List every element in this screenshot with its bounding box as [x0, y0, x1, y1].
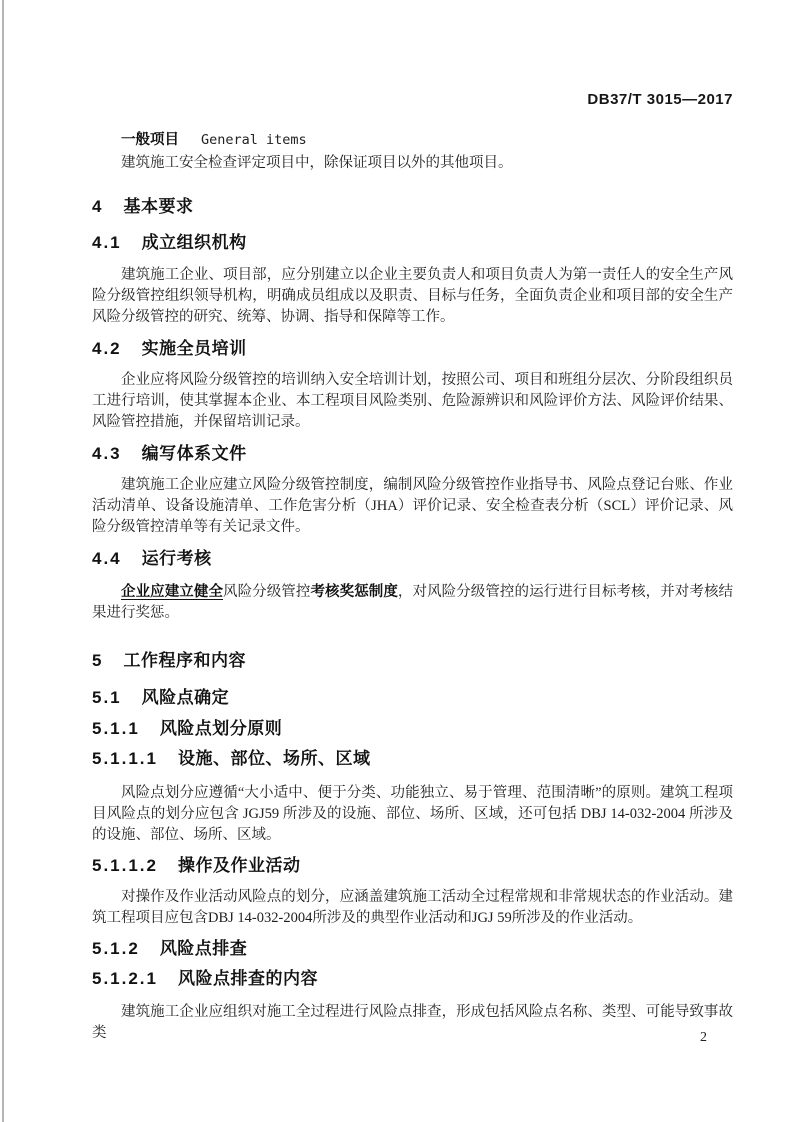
- heading-4-4-title: 运行考核: [141, 549, 212, 568]
- heading-5-1-1-title: 风险点划分原则: [159, 719, 283, 738]
- heading-4-4-number: 4.4: [92, 549, 122, 568]
- term-entry: [92, 130, 733, 151]
- heading-4-number: 4: [92, 197, 104, 216]
- heading-4-2-number: 4.2: [92, 339, 122, 358]
- heading-5-title: 工作程序和内容: [123, 651, 246, 670]
- paragraph-4-4-rest: ，对风险分级管控的运行进行目标考核，并对考核结果进行奖惩。: [92, 584, 734, 621]
- heading-5-1-1-number: 5.1.1: [92, 719, 140, 738]
- doc-number: DB37/T 3015—2017: [587, 91, 733, 108]
- paragraph-4-1: 建筑施工企业、项目部，应分别建立以企业主要负责人和项目负责人为第一责任人的安全生产风险分级管控组织领导机构，明确成员组成以及职责、目标与任务，全面负责企业和项目部的安全生产风险分级管控的研究、统筹、协调、指导和保障等工作。: [92, 267, 733, 325]
- heading-4-1-number: 4.1: [92, 233, 122, 252]
- heading-4-2-title: 实施全员培训: [141, 339, 247, 358]
- heading-5-1-title: 风险点确定: [141, 688, 230, 707]
- heading-5-1-1-1: [92, 748, 733, 770]
- paragraph-5-1-2-1: 建筑施工企业应组织对施工全过程进行风险点排查，形成包括风险点名称、类型、可能导致事故类: [92, 1004, 733, 1041]
- paragraph-4-4: [92, 582, 733, 624]
- heading-5: [92, 650, 733, 672]
- scan-edge-line: [2, 0, 4, 1122]
- term-definition: 建筑施工安全检查评定项目中，除保证项目以外的其他项目。: [121, 155, 513, 171]
- page-number: 2: [700, 1030, 707, 1045]
- heading-5-number: 5: [92, 651, 104, 670]
- paragraph-4-4-bold: 考核奖惩制度: [310, 584, 398, 600]
- heading-4-1: [92, 232, 733, 254]
- heading-5-1-1-1-title: 设施、部位、场所、区域: [178, 749, 371, 768]
- page-content: [92, 128, 733, 1044]
- heading-5-1: [92, 687, 733, 709]
- heading-5-1-2-1-number: 5.1.2.1: [92, 969, 158, 988]
- heading-4-3-number: 4.3: [92, 444, 122, 463]
- heading-4-3-title: 编写体系文件: [141, 444, 247, 463]
- heading-4-2: [92, 338, 733, 360]
- term-zh-label: 一般项目: [121, 132, 179, 148]
- heading-5-1-1-2-title: 操作及作业活动: [178, 856, 301, 875]
- heading-4-3: [92, 443, 733, 465]
- term-en-label: General items: [201, 132, 307, 148]
- paragraph-4-4-normal: 风险分级管控: [223, 584, 311, 600]
- heading-5-1-number: 5.1: [92, 688, 122, 707]
- heading-5-1-1-2-number: 5.1.1.2: [92, 856, 158, 875]
- heading-5-1-2: [92, 938, 733, 960]
- heading-5-1-2-number: 5.1.2: [92, 939, 140, 958]
- heading-5-1-1-2: [92, 855, 733, 877]
- paragraph-5-1-1-2: 对操作及作业活动风险点的划分，应涵盖建筑施工活动全过程常规和非常规状态的作业活动。建筑工程项目应包含DBJ 14-032-2004所涉及的典型作业活动和JGJ 59所涉及的作业活动。: [92, 889, 733, 926]
- paragraph-4-4-underlined: 企业应建立健全: [121, 584, 224, 600]
- heading-5-1-1-1-number: 5.1.1.1: [92, 749, 158, 768]
- heading-5-1-2-title: 风险点排查: [159, 939, 248, 958]
- paragraph-4-2: 企业应将风险分级管控的培训纳入安全培训计划，按照公司、项目和班组分层次、分阶段组织员工进行培训，使其掌握本企业、本工程项目风险类别、危险源辨识和风险评价方法、风险评价结果、风险管控措施，并保留培训记录。: [92, 372, 733, 430]
- heading-5-1-2-1-title: 风险点排查的内容: [178, 969, 318, 988]
- paragraph-4-3: 建筑施工企业应建立风险分级管控制度，编制风险分级管控作业指导书、风险点登记台账、作业活动清单、设备设施清单、工作危害分析（JHA）评价记录、安全检查表分析（SCL）评价记录、风险分级管控清单等有关记录文件。: [92, 477, 733, 535]
- heading-4-title: 基本要求: [123, 197, 194, 216]
- heading-4: [92, 196, 733, 218]
- heading-4-1-title: 成立组织机构: [141, 233, 247, 252]
- heading-5-1-1: [92, 718, 733, 740]
- heading-5-1-2-1: [92, 968, 733, 990]
- heading-4-4: [92, 548, 733, 570]
- paragraph-5-1-1-1: 风险点划分应遵循“大小适中、便于分类、功能独立、易于管理、范围清晰”的原则。建筑工程项目风险点的划分应包含 JGJ59 所涉及的设施、部位、场所、区域，还可包括 DBJ 14-032-2004 所涉及的设施、部位、场所、区域。: [92, 785, 733, 843]
